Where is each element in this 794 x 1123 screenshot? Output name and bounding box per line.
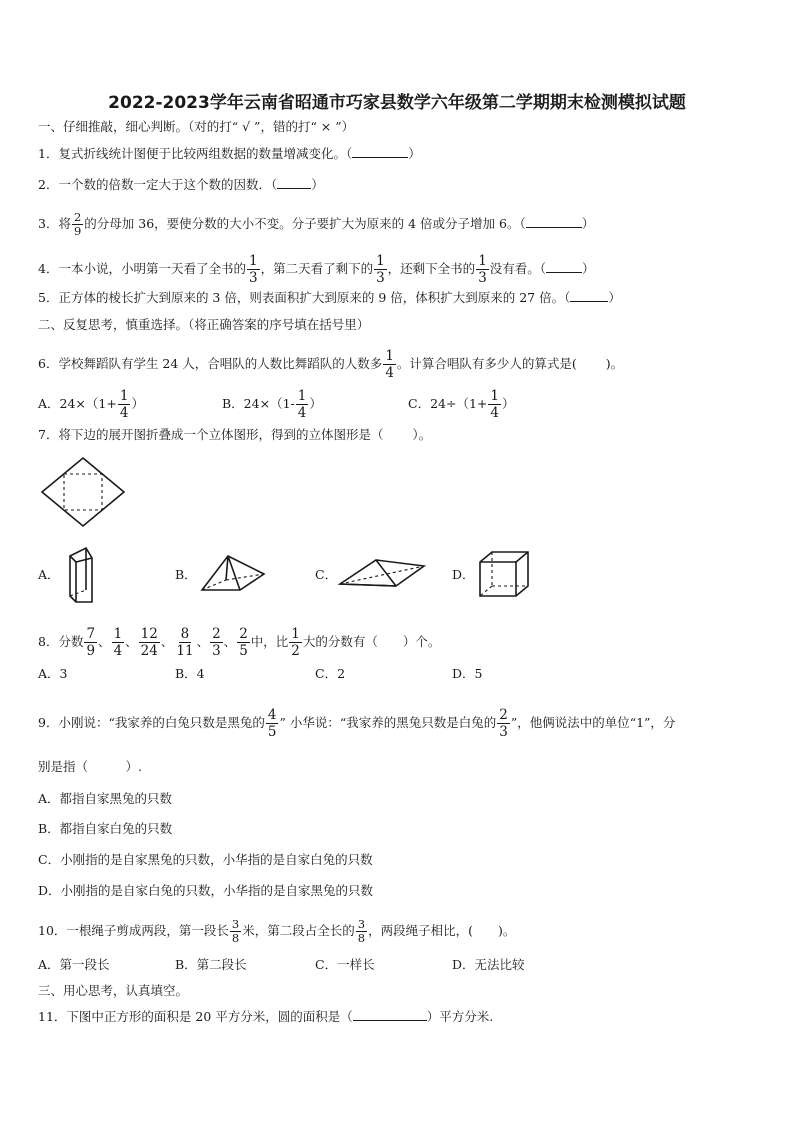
q1-text: 1．复式折线统计图便于比较两组数据的数量增减变化。（	[38, 146, 353, 161]
q5-close: ）	[608, 290, 621, 305]
prism-outline	[70, 548, 92, 602]
q3-text-a: 3．将	[38, 216, 71, 231]
question-1	[38, 145, 421, 163]
question-5	[38, 289, 621, 307]
q4-close: ）	[582, 261, 595, 276]
q2-text: 2．一个数的倍数一定大于这个数的因数．（	[38, 177, 278, 192]
q10-text-b: 米，第二段占全长的	[242, 923, 355, 938]
answer-blank[interactable]	[353, 1008, 427, 1021]
fraction: $\frac{1}{3}$	[248, 253, 258, 286]
q9-continuation: 别是指（ ）.	[38, 759, 142, 774]
q10-option-d[interactable]: D．无法比较	[452, 957, 525, 972]
q8-option-b[interactable]: B．4	[175, 666, 205, 681]
fraction: $\frac{1}{4}$	[385, 348, 394, 381]
q6-text-b: 。计算合唱队有多少人的算式是( )。	[396, 356, 624, 371]
triangular-prism-figure	[338, 556, 430, 590]
prism-tall-figure	[64, 544, 100, 606]
q7-option-c-label[interactable]: C．	[315, 567, 338, 582]
q11-text-a: 11．下图中正方形的面积是 20 平方分米，圆的面积是（	[38, 1009, 353, 1024]
section-2-heading: 二、反复思考，慎重选择。（将正确答案的序号填在括号里）	[38, 317, 370, 332]
q9-option-b[interactable]: B．都指自家白兔的只数	[38, 821, 173, 836]
pyramid-figure	[198, 552, 270, 594]
question-11	[38, 1008, 493, 1026]
q8-option-d[interactable]: D．5	[452, 666, 483, 681]
q4-text-c: ，还剩下全书的	[387, 261, 476, 276]
page-title: 2022-2023学年云南省昭通市巧家县数学六年级第二学期期末检测模拟试题	[108, 93, 686, 113]
fraction: $\frac{1}{3}$	[478, 253, 487, 286]
q5-text: 5．正方体的棱长扩大到原来的 3 倍，则表面积扩大到原来的 9 倍，体积扩大到原来的 27 倍。（	[38, 290, 571, 305]
q8-text-b: 中，比	[250, 634, 289, 649]
answer-blank[interactable]	[277, 176, 311, 189]
q3-close: ）	[581, 216, 595, 231]
q10-text-c: ，两段绳子相比，( )。	[368, 923, 516, 938]
cube-net-figure	[40, 456, 126, 528]
question-7: 7．将下边的展开图折叠成一个立体图形，得到的立体图形是（ ）。	[38, 427, 432, 442]
q8-option-a[interactable]: A．3	[38, 666, 68, 681]
net-outline	[42, 458, 124, 526]
fraction: $\frac{1}{3}$	[376, 253, 385, 286]
q9-text-c: ”，他俩说法中的单位“1”，分	[510, 715, 676, 730]
q3-text-b: 的分母加 36，要使分数的大小不变。分子要扩大为原来的 4 倍或分子增加 6。（	[84, 216, 526, 231]
pyramid-outline	[202, 556, 264, 590]
answer-blank[interactable]	[526, 215, 582, 228]
q10-option-b[interactable]: B．第二段长	[175, 957, 247, 972]
question-8: 8．分数 $\frac{7}{9}$ 、 $\frac{1}{4}$ 、 $\frac{12}{24}$ 、 $\frac{8}{11}$ 、 $\frac{2}{3}$ 、 $\frac{2}{5}$ 中，比 $\frac{1}{2}$ 大的分数有（ ）个。	[38, 626, 441, 659]
q6-option-a[interactable]: A．24×（1+ $\frac{1}{4}$ ）	[38, 388, 144, 421]
section-3-heading: 三、用心思考，认真填空。	[38, 983, 189, 998]
q8-text-a: 8．分数	[38, 634, 84, 649]
q11-text-b: ）平方分米.	[426, 1009, 494, 1024]
question-9: 9．小刚说：“我家养的白兔只数是黑兔的 $\frac{4}{5}$ ” 小华说：“我家养的黑兔只数是白兔的 $\frac{2}{3}$ ”，他俩说法中的单位“1”，分	[38, 707, 676, 740]
q10-option-c[interactable]: C．一样长	[315, 957, 375, 972]
q9-text-b: ” 小华说：“我家养的黑兔只数是白兔的	[279, 715, 497, 730]
q10-text-a: 10．一根绳子剪成两段，第一段长	[38, 923, 229, 938]
question-10: 10．一根绳子剪成两段，第一段长 $\frac{3}{8}$ 米，第二段占全长的 $\frac{3}{8}$ ，两段绳子相比，( )。	[38, 917, 516, 945]
question-4	[38, 253, 595, 286]
prism-wide-outline	[340, 560, 424, 586]
q9-option-c[interactable]: C．小刚指的是自家黑兔的只数，小华指的是自家白兔的只数	[38, 852, 373, 867]
q2-close: ）	[311, 177, 324, 192]
q9-option-a[interactable]: A．都指自家黑兔的只数	[38, 791, 173, 806]
q4-text-d: 没有看。（	[489, 261, 547, 276]
section-1-heading: 一、仔细推敲，细心判断。（对的打“ √ ”，错的打“ × ”）	[38, 119, 355, 134]
question-3	[38, 211, 594, 238]
q7-option-a-label[interactable]: A．	[38, 567, 60, 582]
fraction: $\frac{2}{9}$	[73, 210, 82, 238]
question-6	[38, 348, 623, 381]
q6-option-c[interactable]: C．24÷（1+ $\frac{1}{4}$ ）	[408, 388, 515, 421]
question-2	[38, 176, 324, 194]
q4-text-b: ，第二天看了剩下的	[260, 261, 374, 276]
q7-option-b-label[interactable]: B．	[175, 567, 197, 582]
answer-blank[interactable]	[570, 289, 608, 302]
answer-blank[interactable]	[352, 145, 408, 158]
cube-figure	[476, 548, 532, 600]
q4-text-a: 4．一本小说，小明第一天看了全书的	[38, 261, 246, 276]
q7-option-d-label[interactable]: D．	[452, 567, 475, 582]
net-inner-square	[64, 474, 102, 510]
q1-close: ）	[408, 146, 421, 161]
q8-option-c[interactable]: C．2	[315, 666, 346, 681]
q10-option-a[interactable]: A．第一段长	[38, 957, 110, 972]
q9-option-d[interactable]: D．小刚指的是自家白兔的只数，小华指的是自家黑兔的只数	[38, 883, 374, 898]
q8-text-c: 大的分数有（ ）个。	[302, 634, 441, 649]
q6-option-b[interactable]: B．24×（1- $\frac{1}{4}$ ）	[222, 388, 322, 421]
q9-text-a: 9．小刚说：“我家养的白兔只数是黑兔的	[38, 715, 265, 730]
q6-text-a: 6．学校舞蹈队有学生 24 人，合唱队的人数比舞蹈队的人数多	[38, 356, 383, 371]
answer-blank[interactable]	[546, 260, 582, 273]
